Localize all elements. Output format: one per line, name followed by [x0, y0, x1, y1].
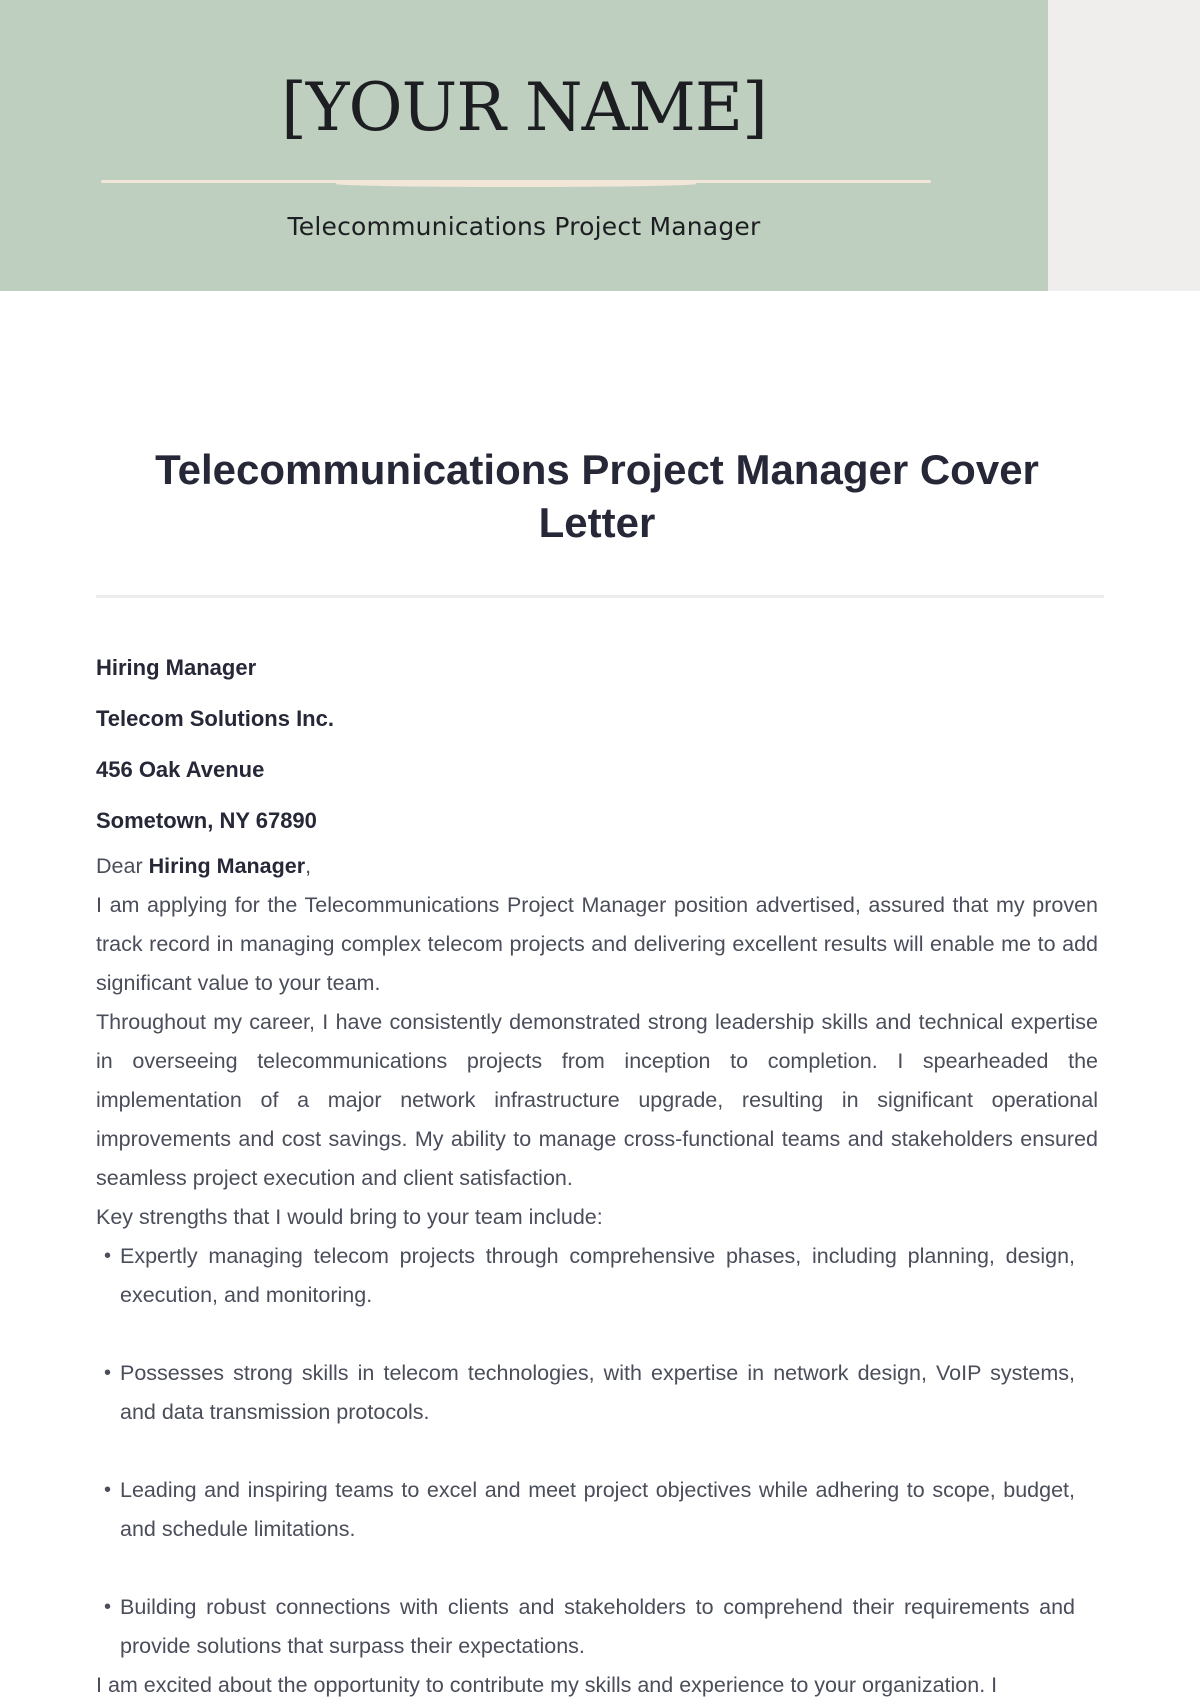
list-item	[96, 1237, 1098, 1315]
letter-body	[96, 847, 1098, 1705]
strength-text: Expertly managing telecom projects through comprehensive phases, including planning, design, execution, and monitoring.	[120, 1244, 1075, 1307]
list-item	[96, 1588, 1098, 1666]
recipient-city: Sometown, NY 67890	[96, 808, 317, 833]
applicant-job-title: Telecommunications Project Manager	[287, 212, 761, 241]
recipient-name: Hiring Manager	[96, 655, 257, 680]
strength-text: Building robust connections with clients and stakeholders to comprehend their requirements and provide solutions that surpass their expectations.	[120, 1595, 1075, 1658]
salutation-name: Hiring Manager	[148, 854, 306, 878]
letter-title: Telecommunications Project Manager Cover Letter	[155, 446, 1039, 546]
strengths-list	[96, 1237, 1098, 1666]
paragraph-closing: I am excited about the opportunity to contribute my skills and experience to your organization. I	[96, 1673, 998, 1697]
list-item	[96, 1354, 1098, 1432]
salutation	[96, 847, 1098, 886]
bullet-icon: •	[104, 1596, 112, 1618]
header-divider	[101, 180, 931, 183]
paragraph-intro: I am applying for the Telecommunications Project Manager position advertised, assured that my proven track record in managing complex telecom projects and delivering excellent results will enable me to add significant value to your team.	[96, 893, 1098, 995]
strength-text: Possesses strong skills in telecom technologies, with expertise in network design, VoIP systems, and data transmission protocols.	[120, 1361, 1075, 1424]
bullet-icon: •	[104, 1479, 112, 1501]
recipient-street: 456 Oak Avenue	[96, 757, 265, 782]
list-item	[96, 1471, 1098, 1549]
bullet-icon: •	[104, 1245, 112, 1267]
salutation-suffix: ,	[305, 854, 312, 878]
recipient-company: Telecom Solutions Inc.	[96, 706, 334, 731]
paragraph-experience: Throughout my career, I have consistently demonstrated strong leadership skills and technical expertise in overseeing telecommunications projects from inception to completion. I spearheaded the implementation of a major network infrastructure upgrade, resulting in significant operational improvements and cost savings. My ability to manage cross-functional teams and stakeholders ensured seamless project execution and client satisfaction.	[96, 1010, 1098, 1190]
header-side-panel	[1048, 0, 1200, 291]
bullet-icon: •	[104, 1362, 112, 1384]
salutation-prefix: Dear	[96, 854, 149, 878]
strength-text: Leading and inspiring teams to excel and meet project objectives while adhering to scope, budget, and schedule limitations.	[120, 1478, 1075, 1541]
title-divider	[96, 595, 1104, 598]
strengths-intro: Key strengths that I would bring to your team include:	[96, 1205, 603, 1229]
applicant-name: [YOUR NAME]	[281, 69, 767, 146]
